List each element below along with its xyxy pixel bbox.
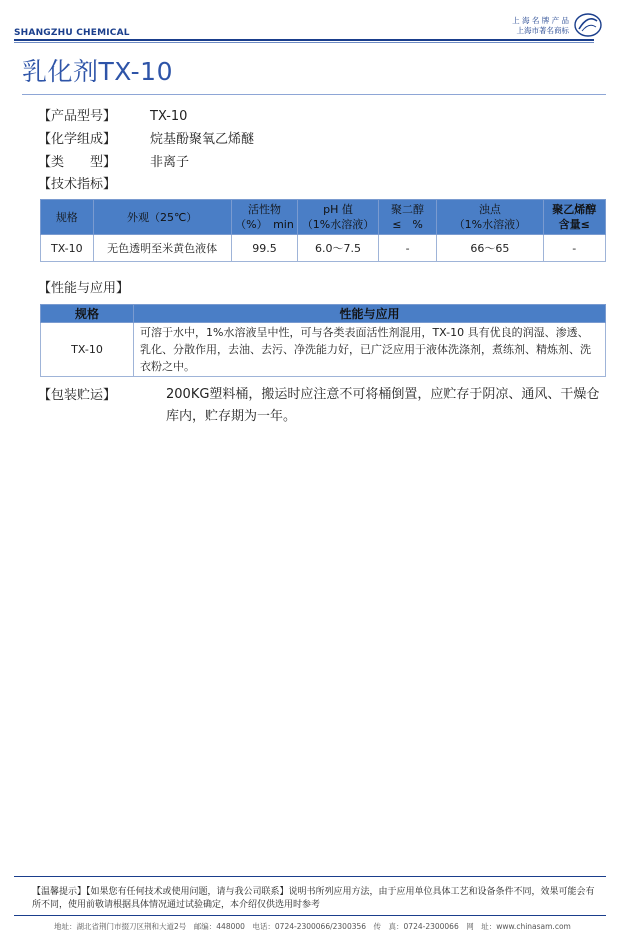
info-value: 烷基酚聚氧乙烯醚 [150, 132, 255, 147]
spec-cell: - [543, 235, 606, 262]
performance-header-desc: 性能与应用 [134, 305, 606, 323]
performance-section-label: 【性能与应用】 [38, 281, 130, 296]
performance-desc: 可溶于水中，1%水溶液呈中性，可与各类表面活性剂混用，TX-10 具有优良的润湿、渗透、乳化、分散作用，去油、去污、净洗能力好，已广泛应用于液体洗涤剂，煮练剂、精炼剂、洗衣粉之中。 [134, 323, 606, 377]
spec-header-cloud-point: 浊点 （1%水溶液） [437, 200, 543, 235]
header-divider-thin [14, 42, 594, 43]
spec-header-appearance: 外观（25℃） [93, 200, 231, 235]
spec-header-row [41, 200, 606, 235]
info-value: 非离子 [150, 155, 190, 170]
info-label: 【化学组成】 [38, 132, 117, 147]
contact-info: 地址：湖北省荆门市掇刀区荆和大道2号 邮编：448000 电话：0724-2300066/2300356 传 真：0724-2300066 网 址：www.chinasam.com [54, 922, 571, 931]
spec-header-model: 规格 [41, 200, 94, 235]
brand-name: SHANGZHU CHEMICAL [14, 28, 130, 38]
table-row [41, 235, 606, 262]
spec-cell: 6.0～7.5 [298, 235, 378, 262]
title-underline [22, 94, 606, 95]
famous-brand-badge: 上 海 名 牌 产 品 [512, 16, 569, 25]
spec-cell: 无色透明至米黄色液体 [93, 235, 231, 262]
spec-header-ph: pH 值 （1%水溶液） [298, 200, 378, 235]
info-row-model [38, 105, 187, 124]
spec-cell: TX-10 [41, 235, 94, 262]
company-logo-icon [573, 10, 603, 40]
spec-header-active: 活性物 （%） min [231, 200, 298, 235]
footer-divider [14, 876, 606, 877]
spec-header-polyglycol: 聚二醇 ≤ % [378, 200, 437, 235]
header-divider [14, 39, 594, 41]
info-label: 【技术指标】 [38, 177, 117, 192]
performance-model: TX-10 [41, 323, 134, 377]
packaging-text: 200KG塑料桶，搬运时应注意不可将桶倒置，应贮存于阴凉、通风、干燥仓库内，贮存期为一年。 [166, 387, 600, 424]
performance-table [40, 304, 606, 377]
spec-header-pva: 聚乙烯醇 含量≤ [543, 200, 606, 235]
info-row-composition [38, 128, 254, 147]
info-value: TX-10 [150, 109, 188, 124]
spec-cell: - [378, 235, 437, 262]
spec-cell: 99.5 [231, 235, 298, 262]
contact-divider [14, 915, 606, 916]
famous-trademark-badge: 上海市著名商标 [516, 26, 569, 35]
product-title: 乳化剂TX-10 [22, 57, 173, 86]
packaging-label: 【包装贮运】 [38, 388, 117, 403]
spec-cell: 66～65 [437, 235, 543, 262]
footer-tip: 【温馨提示】【如果您有任何技术或使用问题，请与我公司联系】说明书所列应用方法，由于应用单位具体工艺和设备条件不同，效果可能会有所不同，使用前敬请根据具体情况通过试验确定，本介绍仅供选用时参考 [32, 887, 595, 910]
info-row-type [38, 151, 189, 170]
spec-table [40, 199, 606, 262]
table-row [41, 323, 606, 377]
info-label: 【产品型号】 [38, 109, 117, 124]
performance-header-row [41, 305, 606, 323]
info-row-spec [38, 173, 150, 192]
info-label: 【类 型】 [38, 155, 117, 170]
performance-header-model: 规格 [41, 305, 134, 323]
